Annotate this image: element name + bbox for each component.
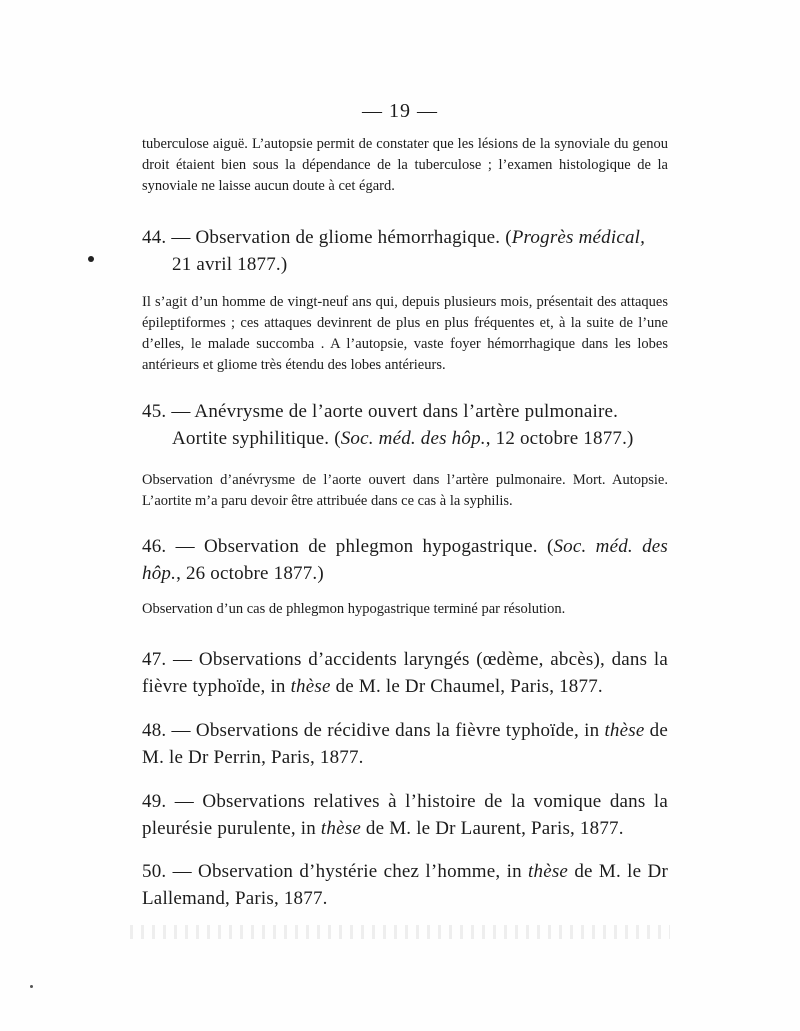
entry-text: — Observations d’accidents laryngés (œdème, abcès), dans la fièvre typhoïde, in <box>142 649 668 697</box>
entry-number: 44. <box>142 227 167 248</box>
entry-50 <box>142 858 668 912</box>
entry-text: — Observations relatives à l’histoire de la vomique dans la pleurésie purulente, in <box>142 791 668 839</box>
entry-thesis: thèse <box>604 720 645 741</box>
entry-number: 47. <box>142 649 167 670</box>
entry-date: , 12 octobre 1877.) <box>485 428 634 449</box>
entry-text: — Observation d’hystérie chez l’homme, in <box>172 861 529 882</box>
entry-45-body: Observation d’anévrysme de l’aorte ouvert dans l’artère pulmonaire. Mort. Autopsie. L’aortite m’a paru devoir être attribuée dans ce cas à la syphilis. <box>142 472 668 509</box>
entry-number: 48. <box>142 720 167 741</box>
intro-paragraph: tuberculose aiguë. L’autopsie permit de constater que les lésions de la synoviale du genou droit étaient bien sous la dépendance de la tuberculose ; l’examen histologique de la synoviale ne laisse aucun doute à cet égard. <box>142 136 668 194</box>
entry-reference: Soc. méd. des hôp. <box>142 536 668 584</box>
entry-44-heading <box>142 224 668 278</box>
entry-reference: Progrès médical, <box>511 227 646 248</box>
margin-dot <box>88 256 94 262</box>
entry-title: — Observation de gliome hémorrhagique. ( <box>171 227 512 248</box>
entry-date: , 26 octobre 1877.) <box>176 563 324 584</box>
entry-reference: Soc. méd. des hôp. <box>340 428 486 449</box>
entry-48 <box>142 717 668 771</box>
entry-46-heading <box>142 533 668 587</box>
entry-author: de M. le Dr Laurent, Paris, 1877. <box>360 818 624 839</box>
entry-text: — Observations de récidive dans la fièvre typhoïde, in <box>171 720 605 741</box>
entry-number: 45. <box>142 401 167 422</box>
entry-number: 50. <box>142 861 167 882</box>
entry-title: — Observation de phlegmon hypogastrique. ( <box>175 536 554 557</box>
bleed-through-texture <box>130 925 670 939</box>
entry-44-body: Il s’agit d’un homme de vingt-neuf ans qui, depuis plusieurs mois, présentait des attaques épileptiformes ; ces attaques devinrent de plus en plus fréquentes et, à la suite de l’une d’elles, le malade succomba . A l’autopsie, vaste foyer hémorrhagique dans les lobes antérieurs et gliome très étendu des lobes antérieurs. <box>142 294 668 373</box>
entry-thesis: thèse <box>528 861 569 882</box>
entry-date: 21 avril 1877.) <box>172 254 288 275</box>
entry-49 <box>142 788 668 842</box>
entry-author: de M. le Dr Chaumel, Paris, 1877. <box>330 676 603 697</box>
page-speck <box>30 985 33 988</box>
entry-title: — Anévrysme de l’aorte ouvert dans l’artère pulmonaire. <box>171 401 619 422</box>
entry-number: 46. <box>142 536 167 557</box>
entry-thesis: thèse <box>320 818 361 839</box>
entry-thesis: thèse <box>290 676 331 697</box>
entry-47 <box>142 646 668 700</box>
page-number: — 19 — <box>362 100 438 122</box>
entry-46-body: Observation d’un cas de phlegmon hypogastrique terminé par résolution. <box>142 601 566 617</box>
entry-number: 49. <box>142 791 167 812</box>
entry-author: de M. le Dr Lallemand, Paris, 1877. <box>142 861 668 909</box>
entry-author: de M. le Dr Perrin, Paris, 1877. <box>142 720 668 768</box>
entry-subtitle: Aortite syphilitique. ( <box>172 428 341 449</box>
entry-45-heading <box>142 398 668 452</box>
